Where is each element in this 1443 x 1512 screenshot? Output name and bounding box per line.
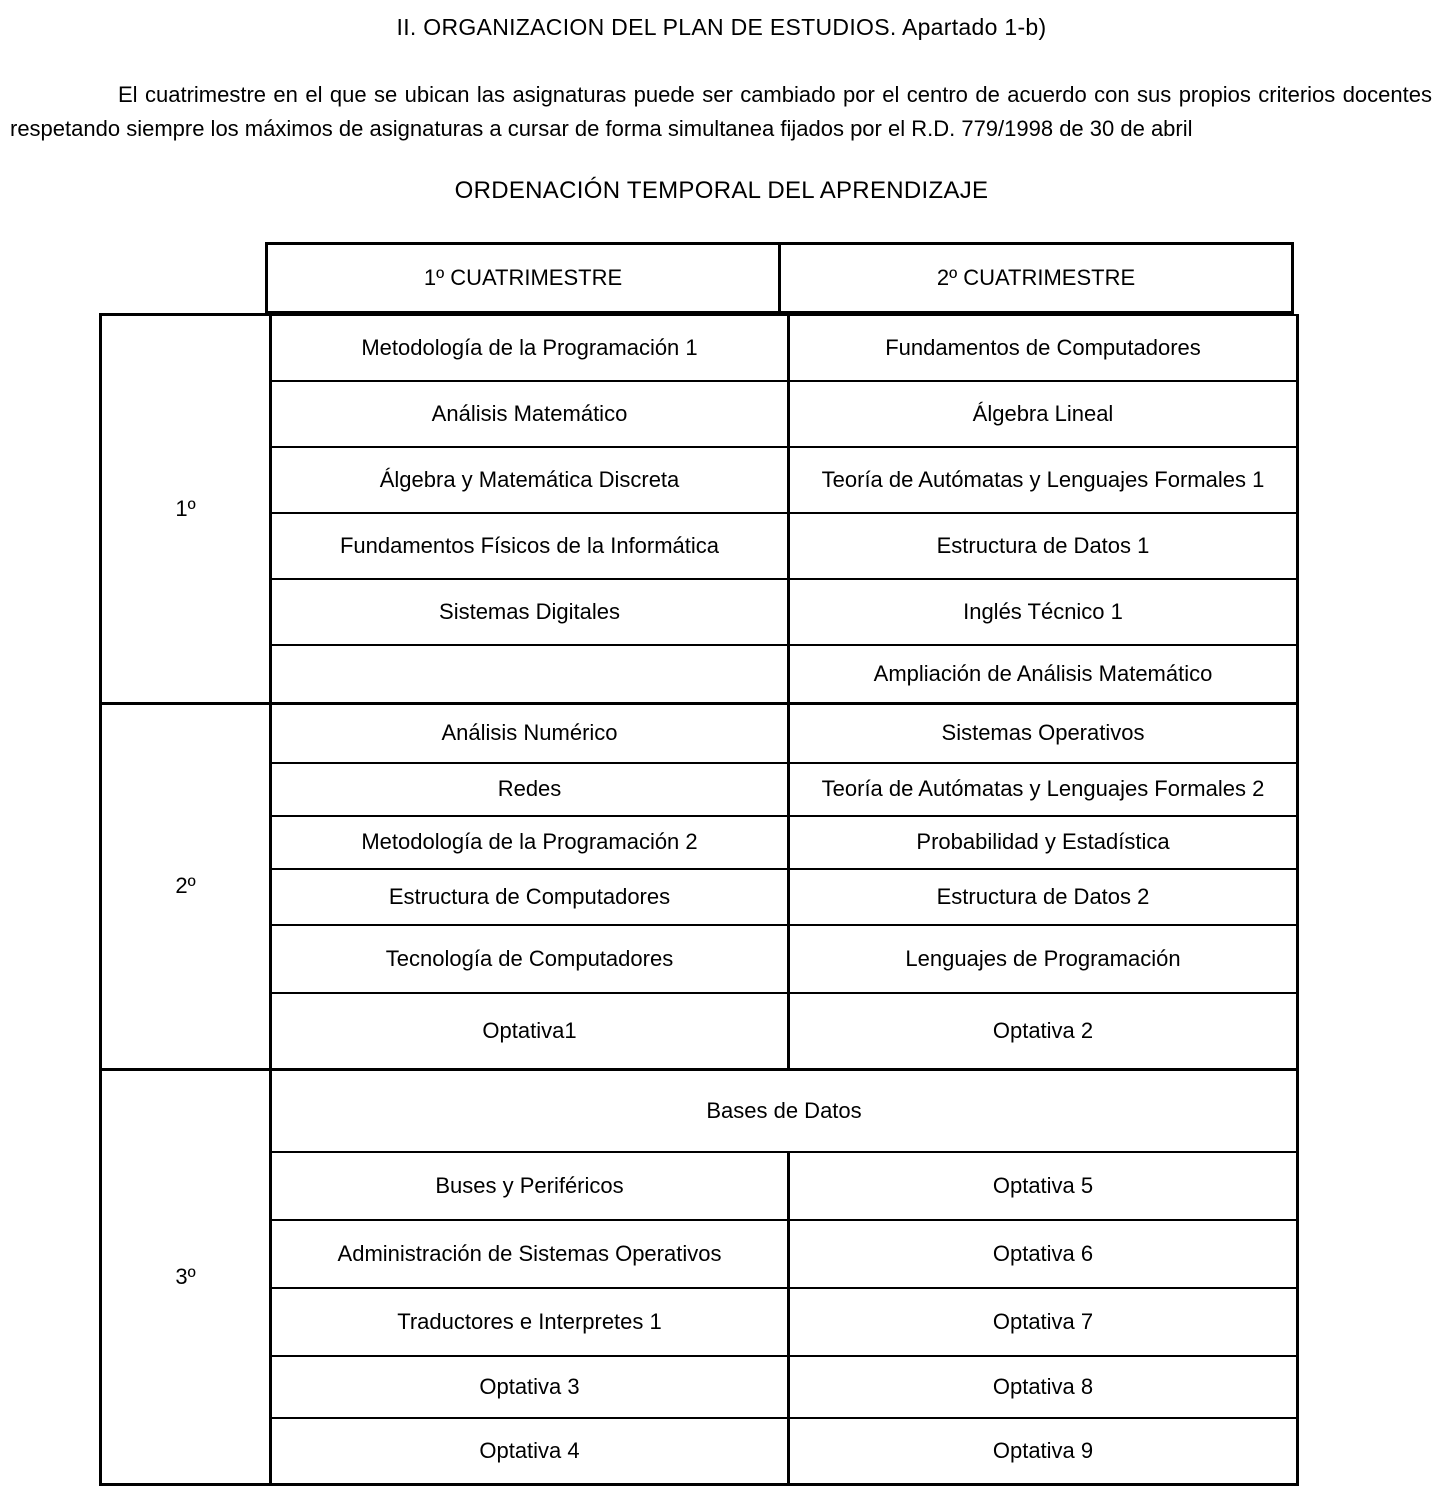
course-cell: Optativa 4	[271, 1418, 789, 1485]
course-cell-full-year: Bases de Datos	[271, 1069, 1298, 1152]
course-cell: Análisis Matemático	[271, 381, 789, 447]
table-row	[101, 579, 1298, 645]
document-heading: II. ORGANIZACION DEL PLAN DE ESTUDIOS. Apartado 1-b)	[396, 14, 1047, 40]
course-cell: Álgebra y Matemática Discreta	[271, 447, 789, 513]
course-cell: Optativa 3	[271, 1356, 789, 1418]
table-row	[101, 1356, 1298, 1418]
table-row	[101, 513, 1298, 579]
table-row	[101, 703, 1298, 763]
course-cell: Administración de Sistemas Operativos	[271, 1220, 789, 1288]
year-1-section	[101, 315, 1298, 704]
table-row	[101, 381, 1298, 447]
table-row	[101, 1152, 1298, 1220]
course-cell: Teoría de Autómatas y Lenguajes Formales 2	[789, 763, 1298, 816]
course-cell: Estructura de Datos 2	[789, 869, 1298, 925]
table-row	[101, 447, 1298, 513]
course-cell: Optativa 6	[789, 1220, 1298, 1288]
course-cell: Optativa1	[271, 993, 789, 1070]
intro-text: El cuatrimestre en el que se ubican las asignaturas puede ser cambiado por el centro de acuerdo con sus propios criterios docentes respetando siempre los máximos de asignaturas a cursar de forma simultanea fijados por el R.D. 779/1998 de 30 de abril	[10, 82, 1432, 141]
year-label: 3º	[101, 1069, 271, 1484]
course-cell: Optativa 9	[789, 1418, 1298, 1485]
course-cell: Lenguajes de Programación	[789, 925, 1298, 993]
header-row	[267, 244, 1293, 313]
course-schedule-table	[99, 313, 1299, 1486]
table-row	[101, 645, 1298, 704]
course-cell: Optativa 5	[789, 1152, 1298, 1220]
course-cell: Fundamentos de Computadores	[789, 315, 1298, 381]
intro-paragraph	[10, 78, 1432, 146]
course-cell: Probabilidad y Estadística	[789, 816, 1298, 869]
course-cell: Análisis Numérico	[271, 703, 789, 763]
header-semester-1: 1º CUATRIMESTRE	[267, 244, 780, 313]
table-row	[101, 1418, 1298, 1485]
table-row	[101, 1288, 1298, 1356]
table-title: ORDENACIÓN TEMPORAL DEL APRENDIZAJE	[454, 177, 989, 204]
course-cell: Inglés Técnico 1	[789, 579, 1298, 645]
year-3-section	[101, 1069, 1298, 1484]
year-label: 2º	[101, 703, 271, 1069]
course-cell: Sistemas Operativos	[789, 703, 1298, 763]
course-cell-empty	[271, 645, 789, 704]
course-cell: Fundamentos Físicos de la Informática	[271, 513, 789, 579]
course-cell: Redes	[271, 763, 789, 816]
year-label: 1º	[101, 315, 271, 704]
course-cell: Metodología de la Programación 1	[271, 315, 789, 381]
table-row	[101, 1069, 1298, 1152]
course-cell: Metodología de la Programación 2	[271, 816, 789, 869]
table-row	[101, 816, 1298, 869]
course-cell: Álgebra Lineal	[789, 381, 1298, 447]
table-row	[101, 925, 1298, 993]
year-2-section	[101, 703, 1298, 1069]
table-row	[101, 315, 1298, 381]
course-cell: Buses y Periféricos	[271, 1152, 789, 1220]
course-cell: Ampliación de Análisis Matemático	[789, 645, 1298, 704]
course-cell: Optativa 2	[789, 993, 1298, 1070]
course-cell: Tecnología de Computadores	[271, 925, 789, 993]
table-row	[101, 763, 1298, 816]
course-cell: Estructura de Datos 1	[789, 513, 1298, 579]
course-cell: Optativa 8	[789, 1356, 1298, 1418]
header-semester-2: 2º CUATRIMESTRE	[780, 244, 1293, 313]
table-row	[101, 993, 1298, 1070]
course-cell: Teoría de Autómatas y Lenguajes Formales 1	[789, 447, 1298, 513]
course-cell: Sistemas Digitales	[271, 579, 789, 645]
table-row	[101, 1220, 1298, 1288]
course-cell: Traductores e Interpretes 1	[271, 1288, 789, 1356]
table-row	[101, 869, 1298, 925]
semester-header-table	[265, 242, 1294, 314]
course-cell: Estructura de Computadores	[271, 869, 789, 925]
course-cell: Optativa 7	[789, 1288, 1298, 1356]
